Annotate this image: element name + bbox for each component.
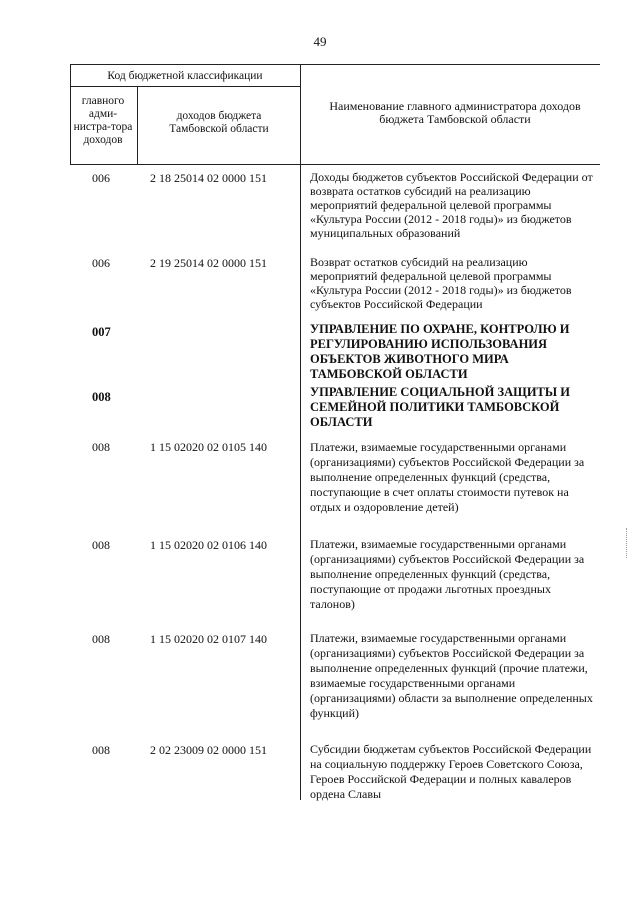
row-description: Доходы бюджетов субъектов Российской Федерации от возврата остатков субсидий на реализацию мероприятий федеральной целевой программы «Культура России (2012 - 2018 годы)» из бюджетов муниципальных образований <box>310 170 593 240</box>
header-name-column: Наименование главного администратора доходов бюджета Тамбовской области <box>329 99 581 126</box>
row-admin-code: 006 <box>92 256 110 270</box>
row-budget-code: 1 15 02020 02 0106 140 <box>150 538 267 552</box>
row-description: Платежи, взимаемые государственными органами (организациями) субъектов Российской Федерации за выполнение определенных функций (средства, поступающие в счет оплаты стоимости путевок на отдых и оздоровление детей) <box>310 440 585 514</box>
row-description: Платежи, взимаемые государственными органами (организациями) субъектов Российской Федерации за выполнение определенных функций (прочие платежи, взимаемые государственными органами (организациями) области за выполнение определенных функций) <box>310 631 593 720</box>
section-heading: УПРАВЛЕНИЕ ПО ОХРАНЕ, КОНТРОЛЮ И РЕГУЛИРОВАНИЮ ИСПОЛЬЗОВАНИЯ ОБЪЕКТОВ ЖИВОТНОГО МИРА ТАМБОВСКОЙ ОБЛАСТИ <box>310 322 570 381</box>
table-top-border <box>70 64 600 65</box>
row-admin-code: 008 <box>92 538 110 552</box>
header-bottom-border <box>70 164 600 165</box>
section-heading: УПРАВЛЕНИЕ СОЦИАЛЬНОЙ ЗАЩИТЫ И СЕМЕЙНОЙ ПОЛИТИКИ ТАМБОВСКОЙ ОБЛАСТИ <box>310 385 571 429</box>
header-group-title: Код бюджетной классификации <box>107 70 263 82</box>
row-budget-code: 2 02 23009 02 0000 151 <box>150 743 267 757</box>
row-admin-code: 007 <box>92 325 111 339</box>
row-admin-code: 006 <box>92 171 110 185</box>
row-admin-code: 008 <box>92 743 110 757</box>
row-budget-code: 2 18 25014 02 0000 151 <box>150 171 267 185</box>
row-admin-code: 008 <box>92 440 110 454</box>
row-description: Платежи, взимаемые государственными органами (организациями) субъектов Российской Федерации за выполнение определенных функций (средства, поступающие от продажи льготных проездных талонов) <box>310 537 585 611</box>
row-budget-code: 1 15 02020 02 0105 140 <box>150 440 267 454</box>
header-code-column: доходов бюджета Тамбовской области <box>169 110 269 135</box>
row-admin-code: 008 <box>92 632 110 646</box>
group-header-underline <box>70 86 300 87</box>
row-admin-code: 008 <box>92 390 111 404</box>
page-number: 49 <box>313 34 327 49</box>
column-divider-admin <box>137 86 138 164</box>
header-admin-column: главного адми-нистра-тора доходов <box>73 95 133 146</box>
row-description: Возврат остатков субсидий на реализацию мероприятий федеральной целевой программы «Культура России (2012 - 2018 годы)» из бюджетов субъектов Российской Федерации <box>310 255 572 311</box>
row-budget-code: 2 19 25014 02 0000 151 <box>150 256 267 270</box>
scan-edge-mark <box>626 528 629 558</box>
row-budget-code: 1 15 02020 02 0107 140 <box>150 632 267 646</box>
column-divider-name <box>300 64 301 800</box>
row-description: Субсидии бюджетам субъектов Российской Федерации на социальную поддержку Героев Советского Союза, Героев Российской Федерации и полных кавалеров ордена Славы <box>310 742 592 801</box>
